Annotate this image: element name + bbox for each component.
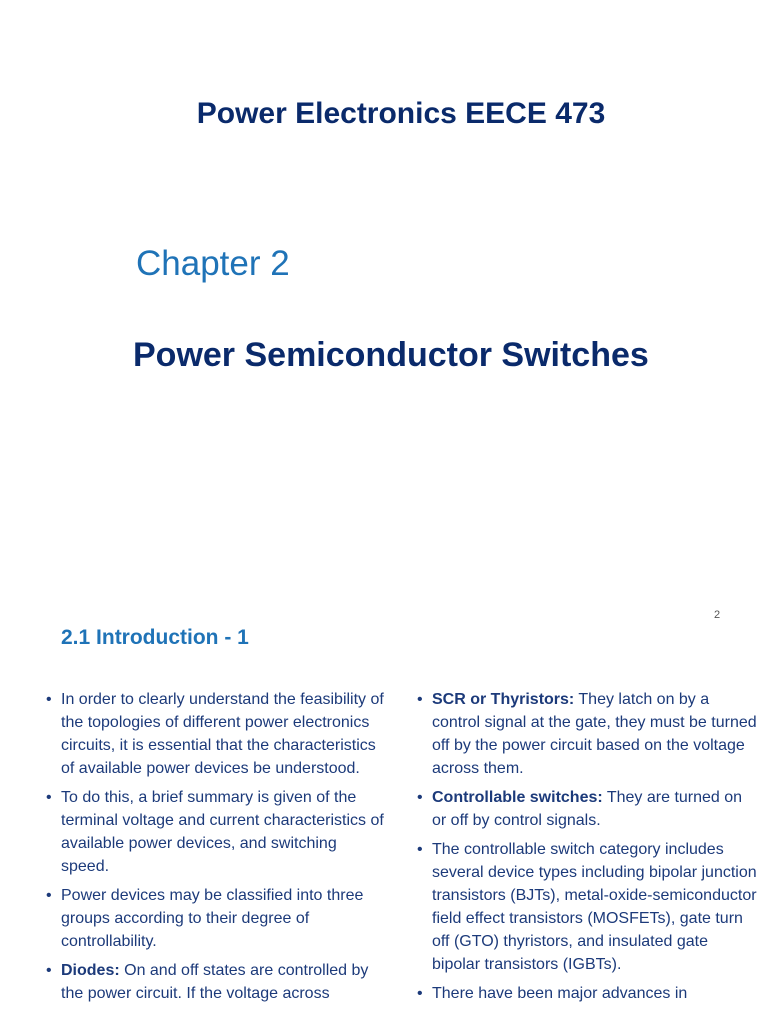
bullet-text: The controllable switch category includes several device types including bipolar junction transistors (BJTs), metal-oxide-semiconductor field effect transistors (MOSFETs), gate turn off (GTO) thyristors, and insulated gate bipolar transistors (IGBTs). bbox=[432, 841, 757, 973]
bullet-icon: • bbox=[46, 789, 52, 806]
left-bullet-list bbox=[46, 688, 384, 1011]
list-item bbox=[417, 982, 759, 1005]
bullet-text: In order to clearly understand the feasibility of the topologies of different power electronics circuits, it is essential that the characteristics of available power devices be understood. bbox=[61, 691, 384, 777]
bullet-icon: • bbox=[417, 691, 423, 708]
list-item bbox=[46, 959, 384, 1005]
list-item bbox=[46, 786, 384, 878]
bullet-text: Power devices may be classified into three groups according to their degree of controllability. bbox=[61, 887, 364, 950]
bullet-text: On and off states are controlled by the power circuit. If the voltage across bbox=[61, 962, 369, 1002]
intro-slide bbox=[0, 600, 768, 1024]
section-heading: 2.1 Introduction - 1 bbox=[61, 626, 249, 649]
bullet-icon: • bbox=[46, 691, 52, 708]
list-item bbox=[46, 688, 384, 780]
bullet-icon: • bbox=[417, 841, 423, 858]
term-controllable: Controllable switches: bbox=[432, 789, 603, 806]
chapter-title: Power Semiconductor Switches bbox=[133, 336, 649, 374]
term-diodes: Diodes: bbox=[61, 962, 120, 979]
list-item bbox=[46, 884, 384, 953]
chapter-label: Chapter 2 bbox=[136, 244, 290, 283]
term-scr: SCR or Thyristors: bbox=[432, 691, 575, 708]
list-item bbox=[417, 838, 759, 976]
list-item bbox=[417, 688, 759, 780]
bullet-icon: • bbox=[46, 962, 52, 979]
bullet-icon: • bbox=[417, 789, 423, 806]
page-number: 2 bbox=[714, 609, 721, 621]
bullet-icon: • bbox=[46, 887, 52, 904]
bullet-icon: • bbox=[417, 985, 423, 1002]
course-title: Power Electronics EECE 473 bbox=[196, 97, 606, 130]
bullet-text: They latch on by a control signal at the gate, they must be turned off by the power circuit based on the voltage across them. bbox=[432, 691, 757, 777]
bullet-text: They are turned on or off by control signals. bbox=[432, 789, 743, 829]
bullet-text: To do this, a brief summary is given of the terminal voltage and current characteristics of available power devices, and switching speed. bbox=[61, 789, 384, 875]
bullet-text: There have been major advances in bbox=[432, 985, 688, 1002]
list-item bbox=[417, 786, 759, 832]
right-bullet-list bbox=[417, 688, 759, 1011]
